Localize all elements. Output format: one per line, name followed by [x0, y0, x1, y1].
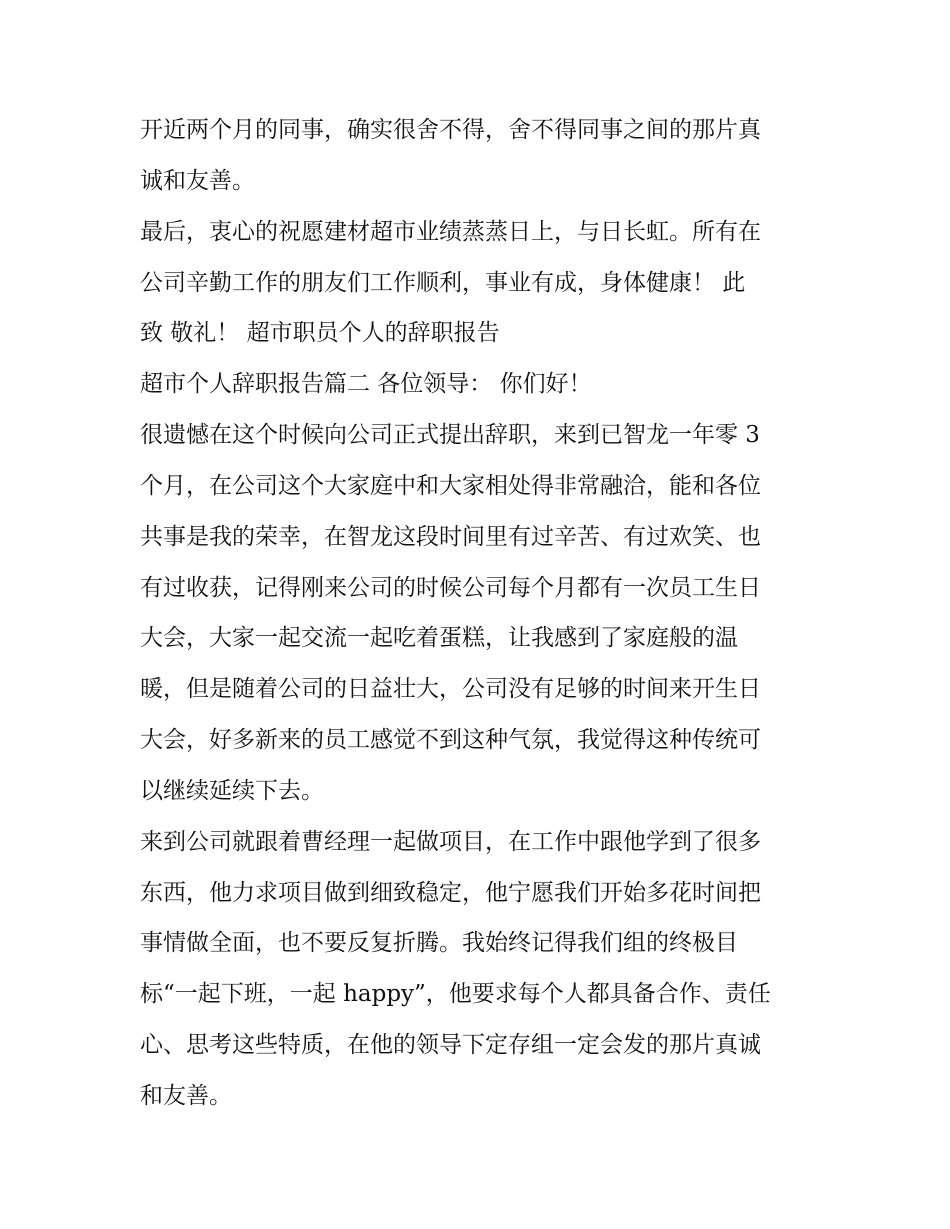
text-line: 和友善。: [140, 1083, 232, 1109]
text-line: 最后，衷心的祝愿建材超市业绩蒸蒸日上，与日长虹。所有在: [140, 219, 761, 245]
text-line: 有过收获，记得刚来公司的时候公司每个月都有一次员工生日: [140, 575, 761, 601]
text-line: 以继续延续下去。: [140, 778, 324, 804]
text-line: 个月，在公司这个大家庭中和大家相处得非常融洽，能和各位: [140, 473, 761, 499]
text-line: 开近两个月的同事，确实很舍不得，舍不得同事之间的那片真: [140, 117, 761, 143]
text-line: 超市个人辞职报告篇二 各位领导： 你们好！: [140, 371, 592, 397]
text-line: 标“一起下班，一起 happy”，他要求每个人都具备合作、责任: [140, 981, 771, 1007]
text-line: 共事是我的荣幸，在智龙这段时间里有过辛苦、有过欢笑、也: [140, 524, 761, 550]
text-line: 心、思考这些特质，在他的领导下定存组一定会发的那片真诚: [140, 1032, 761, 1058]
text-line: 来到公司就跟着曹经理一起做项目，在工作中跟他学到了很多: [140, 829, 761, 855]
text-line: 事情做全面，也不要反复折腾。我始终记得我们组的终极目: [140, 930, 738, 956]
text-line: 大会，好多新来的员工感觉不到这种气氛，我觉得这种传统可: [140, 727, 761, 753]
text-line: 大会，大家一起交流一起吃着蛋糕，让我感到了家庭般的温: [140, 625, 738, 651]
text-line: 暖，但是随着公司的日益壮大，公司没有足够的时间来开生日: [140, 676, 761, 702]
text-line: 致 敬礼！ 超市职员个人的辞职报告: [140, 320, 500, 346]
text-line: 诚和友善。: [140, 168, 255, 194]
text-line: 东西，他力求项目做到细致稳定，他宁愿我们开始多花时间把: [140, 880, 761, 906]
text-line: 很遗憾在这个时候向公司正式提出辞职，来到已智龙一年零 3: [140, 422, 760, 448]
text-line: 公司辛勤工作的朋友们工作顺利，事业有成，身体健康！ 此: [140, 270, 746, 296]
